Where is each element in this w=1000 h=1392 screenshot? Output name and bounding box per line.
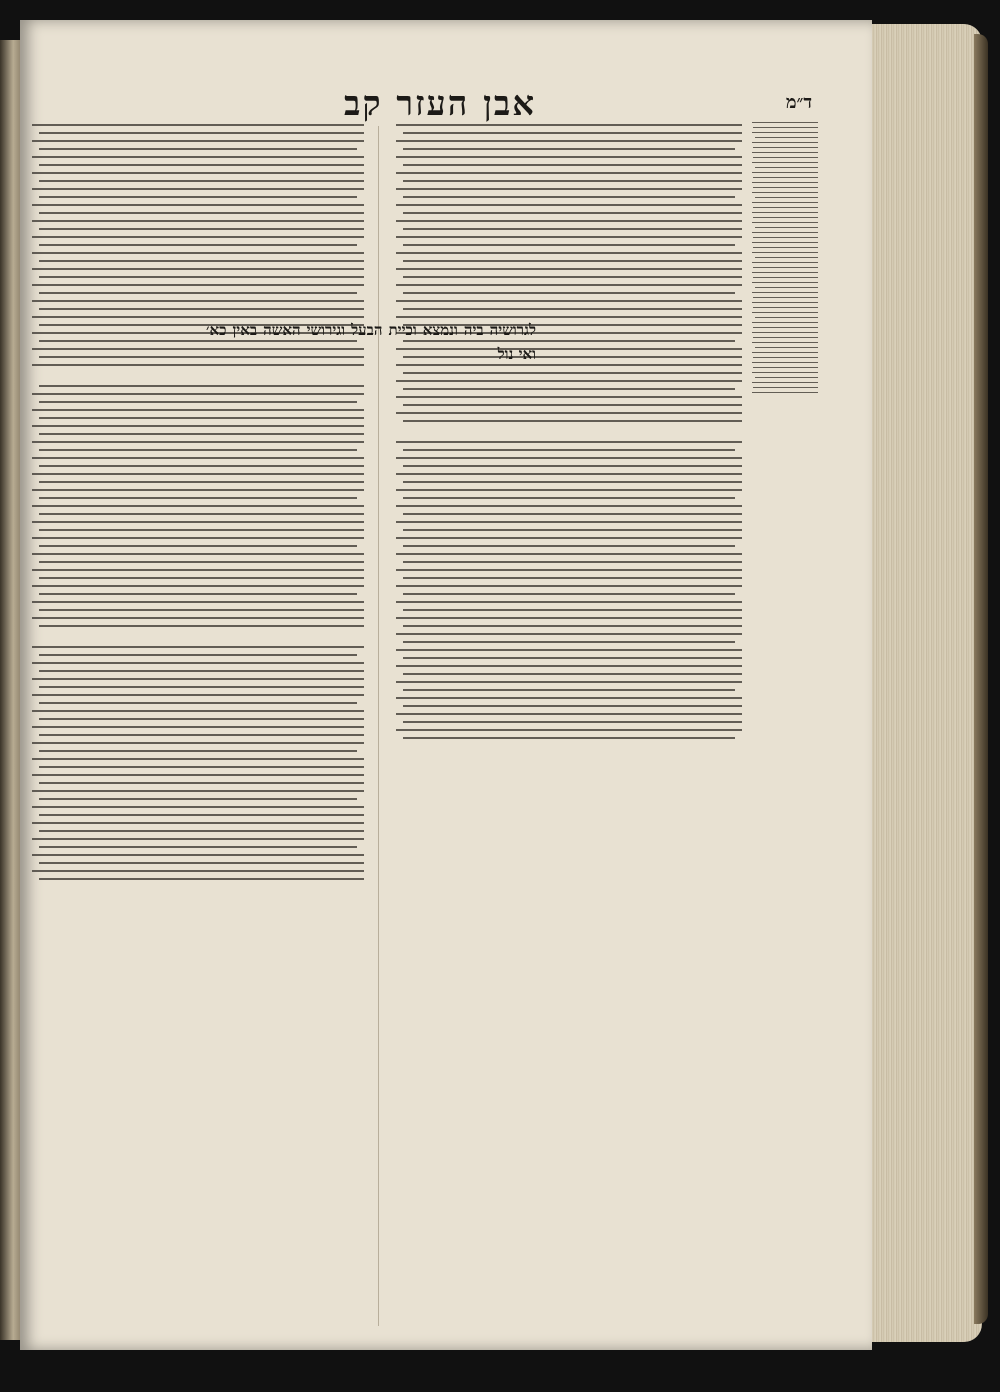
text-line bbox=[403, 148, 735, 150]
paragraph-gap bbox=[32, 632, 364, 640]
text-line bbox=[396, 729, 742, 731]
text-line bbox=[32, 537, 364, 539]
text-line bbox=[752, 182, 818, 183]
text-line bbox=[32, 156, 364, 158]
text-line bbox=[755, 287, 818, 288]
text-line bbox=[39, 148, 358, 150]
facing-page-edge bbox=[0, 40, 22, 1340]
text-line bbox=[32, 284, 364, 286]
text-line bbox=[403, 132, 742, 134]
text-line bbox=[753, 237, 818, 238]
text-line bbox=[39, 545, 358, 547]
text-line bbox=[403, 673, 742, 675]
text-line bbox=[753, 387, 818, 388]
text-line bbox=[396, 204, 742, 206]
text-line bbox=[32, 140, 364, 142]
text-line bbox=[32, 124, 364, 126]
text-line bbox=[39, 132, 364, 134]
text-line bbox=[32, 710, 364, 712]
text-line bbox=[396, 300, 742, 302]
text-line bbox=[32, 188, 364, 190]
text-line bbox=[39, 686, 364, 688]
text-line bbox=[752, 232, 818, 233]
text-line bbox=[403, 721, 742, 723]
text-line bbox=[32, 758, 364, 760]
text-line bbox=[403, 705, 742, 707]
text-line bbox=[403, 196, 735, 198]
text-line bbox=[753, 177, 818, 178]
text-line bbox=[752, 292, 818, 293]
text-line bbox=[752, 362, 818, 363]
text-line bbox=[752, 272, 818, 273]
text-line bbox=[753, 297, 818, 298]
text-line bbox=[753, 337, 818, 338]
text-line bbox=[32, 742, 364, 744]
text-line bbox=[39, 593, 358, 595]
text-line bbox=[403, 180, 742, 182]
text-line bbox=[32, 236, 364, 238]
text-line bbox=[396, 537, 742, 539]
text-line bbox=[752, 352, 818, 353]
column-divider bbox=[378, 126, 379, 1326]
text-line bbox=[32, 617, 364, 619]
text-line bbox=[403, 577, 742, 579]
text-line bbox=[396, 697, 742, 699]
text-line bbox=[32, 838, 364, 840]
text-line bbox=[752, 252, 818, 253]
running-title: אבן העזר קב bbox=[343, 84, 537, 124]
text-line bbox=[753, 217, 818, 218]
text-line bbox=[755, 167, 818, 168]
text-line bbox=[39, 782, 364, 784]
text-line bbox=[752, 142, 818, 143]
text-line bbox=[753, 267, 818, 268]
text-line bbox=[32, 268, 364, 270]
text-line bbox=[755, 317, 818, 318]
text-line bbox=[39, 670, 364, 672]
text-line bbox=[32, 204, 364, 206]
text-line bbox=[32, 854, 364, 856]
text-line bbox=[39, 276, 364, 278]
text-line bbox=[396, 665, 742, 667]
text-line bbox=[396, 236, 742, 238]
text-line bbox=[753, 247, 818, 248]
text-line bbox=[753, 307, 818, 308]
text-line bbox=[39, 814, 364, 816]
text-line bbox=[752, 202, 818, 203]
text-line bbox=[32, 601, 364, 603]
text-line bbox=[396, 284, 742, 286]
commentary-column-left bbox=[32, 118, 364, 1323]
text-line bbox=[752, 262, 818, 263]
main-text-excerpt: לגרושיה ביה ונמצא וכיית הבעל וגירושי האשה באין כא׳ ואי נול bbox=[206, 321, 536, 363]
text-line bbox=[753, 207, 818, 208]
text-line bbox=[39, 654, 358, 656]
text-line bbox=[32, 220, 364, 222]
text-line bbox=[396, 172, 742, 174]
commentary-column-right bbox=[396, 118, 742, 1138]
text-line bbox=[32, 726, 364, 728]
text-line bbox=[396, 220, 742, 222]
main-text-block bbox=[206, 318, 536, 524]
text-line bbox=[32, 822, 364, 824]
book-fore-edge bbox=[872, 24, 982, 1342]
text-line bbox=[403, 260, 742, 262]
text-line bbox=[755, 197, 818, 198]
text-line bbox=[403, 212, 742, 214]
text-line bbox=[396, 569, 742, 571]
text-line bbox=[403, 625, 742, 627]
text-line bbox=[32, 790, 364, 792]
text-line bbox=[753, 327, 818, 328]
text-line bbox=[752, 172, 818, 173]
text-line bbox=[32, 678, 364, 680]
text-line bbox=[753, 367, 818, 368]
text-line bbox=[32, 585, 364, 587]
text-line bbox=[752, 302, 818, 303]
text-line bbox=[403, 737, 735, 739]
text-line bbox=[39, 164, 364, 166]
text-line bbox=[403, 164, 742, 166]
text-line bbox=[32, 774, 364, 776]
text-line bbox=[403, 228, 742, 230]
text-line bbox=[32, 646, 364, 648]
text-line bbox=[403, 244, 735, 246]
text-line bbox=[39, 577, 364, 579]
text-line bbox=[403, 609, 742, 611]
text-line bbox=[403, 529, 742, 531]
text-line bbox=[753, 187, 818, 188]
text-line bbox=[32, 870, 364, 872]
text-line bbox=[755, 227, 818, 228]
text-line bbox=[753, 157, 818, 158]
folio-mark: ד״מ bbox=[785, 92, 812, 113]
text-line bbox=[39, 702, 358, 704]
text-line bbox=[32, 569, 364, 571]
text-line bbox=[396, 156, 742, 158]
text-line bbox=[39, 212, 364, 214]
text-line bbox=[403, 276, 742, 278]
text-line bbox=[755, 377, 818, 378]
text-line bbox=[752, 372, 818, 373]
marginal-notes bbox=[752, 118, 818, 558]
text-line bbox=[403, 292, 735, 294]
text-line bbox=[39, 846, 358, 848]
text-line bbox=[752, 162, 818, 163]
text-line bbox=[396, 617, 742, 619]
text-line bbox=[396, 252, 742, 254]
text-line bbox=[396, 713, 742, 715]
text-line bbox=[32, 252, 364, 254]
text-line bbox=[403, 561, 742, 563]
text-line bbox=[39, 308, 364, 310]
text-line bbox=[39, 196, 358, 198]
text-line bbox=[752, 322, 818, 323]
text-line bbox=[403, 689, 735, 691]
text-line bbox=[396, 681, 742, 683]
text-line bbox=[32, 662, 364, 664]
text-line bbox=[396, 268, 742, 270]
text-line bbox=[396, 188, 742, 190]
text-line bbox=[39, 228, 364, 230]
text-line bbox=[403, 641, 735, 643]
text-line bbox=[39, 798, 358, 800]
text-line bbox=[396, 140, 742, 142]
text-line bbox=[752, 392, 818, 393]
text-line bbox=[752, 382, 818, 383]
text-line bbox=[752, 342, 818, 343]
text-line bbox=[752, 122, 818, 123]
text-line bbox=[752, 222, 818, 223]
text-line bbox=[39, 878, 364, 880]
text-line bbox=[39, 609, 364, 611]
text-line bbox=[403, 593, 735, 595]
text-line bbox=[396, 633, 742, 635]
text-line bbox=[755, 257, 818, 258]
text-line bbox=[396, 649, 742, 651]
text-line bbox=[32, 553, 364, 555]
text-line bbox=[403, 657, 742, 659]
text-line bbox=[396, 124, 742, 126]
text-line bbox=[39, 260, 364, 262]
text-line bbox=[755, 347, 818, 348]
text-line bbox=[403, 308, 742, 310]
text-line bbox=[39, 180, 364, 182]
text-line bbox=[753, 277, 818, 278]
text-line bbox=[32, 806, 364, 808]
text-line bbox=[32, 694, 364, 696]
text-line bbox=[32, 300, 364, 302]
text-line bbox=[39, 625, 364, 627]
text-line bbox=[752, 282, 818, 283]
text-line bbox=[39, 862, 364, 864]
text-line bbox=[39, 750, 358, 752]
text-line bbox=[752, 312, 818, 313]
text-line bbox=[32, 172, 364, 174]
text-line bbox=[39, 766, 364, 768]
text-line bbox=[755, 137, 818, 138]
text-line bbox=[39, 244, 358, 246]
text-line bbox=[752, 152, 818, 153]
text-line bbox=[396, 553, 742, 555]
text-line bbox=[403, 545, 735, 547]
text-line bbox=[39, 718, 364, 720]
text-line bbox=[753, 127, 818, 128]
text-line bbox=[396, 601, 742, 603]
text-line bbox=[752, 192, 818, 193]
text-line bbox=[39, 561, 364, 563]
text-line bbox=[752, 332, 818, 333]
text-line bbox=[39, 734, 364, 736]
text-line bbox=[752, 242, 818, 243]
text-line bbox=[39, 292, 358, 294]
text-line bbox=[753, 357, 818, 358]
text-line bbox=[396, 585, 742, 587]
text-line bbox=[752, 132, 818, 133]
text-line bbox=[753, 147, 818, 148]
text-line bbox=[39, 529, 364, 531]
text-line bbox=[752, 212, 818, 213]
text-line bbox=[39, 830, 364, 832]
